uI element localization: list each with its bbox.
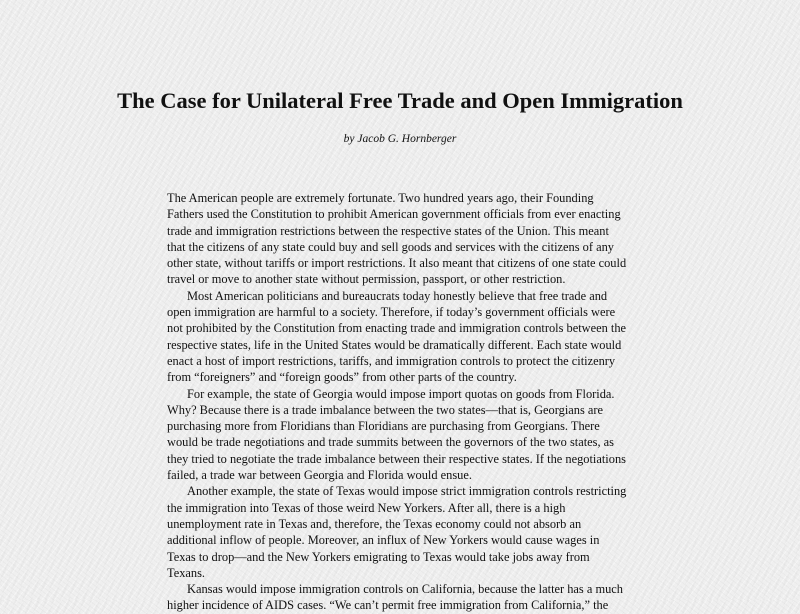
text-line: would be trade negotiations and trade summits between the governors of the two states, as xyxy=(167,435,614,450)
article-body xyxy=(167,190,635,614)
text-line: they tried to negotiate the trade imbalance between their respective states. If the negotiations xyxy=(167,451,626,466)
paragraph-4 xyxy=(167,483,635,581)
text-line: For example, the state of Georgia would impose import quotas on goods from Florida. xyxy=(187,386,615,401)
text-line: The American people are extremely fortunate. Two hundred years ago, their Founding xyxy=(167,191,594,205)
text-line: enact a host of import restrictions, tariffs, and immigration controls to protect the citizenry xyxy=(167,353,616,368)
text-line: additional inflow of people. Moreover, an influx of New Yorkers would cause wages in xyxy=(167,533,600,548)
paragraph-2 xyxy=(167,288,635,386)
paragraph-5 xyxy=(167,581,635,614)
document-title: The Case for Unilateral Free Trade and Open Immigration xyxy=(117,88,683,113)
text-line: from “foreigners” and “foreign goods” from other parts of the country. xyxy=(167,370,517,385)
text-line: not prohibited by the Constitution from enacting trade and immigration controls between the xyxy=(167,321,627,336)
text-line: Why? Because there is a trade imbalance between the two states—that is, Georgians are xyxy=(167,402,604,417)
paragraph-3 xyxy=(167,386,635,484)
text-line: Texas to drop—and the New Yorkers emigrating to Texas would take jobs away from xyxy=(167,549,590,564)
text-line: the immigration into Texas of those weird New Yorkers. After all, there is a high xyxy=(167,500,566,515)
paragraph-1 xyxy=(167,190,635,288)
text-line: open immigration are harmful to a society. Therefore, if today’s government officials were xyxy=(167,305,616,320)
text-line: failed, a trade war between Georgia and Florida would ensue. xyxy=(167,468,472,483)
text-line: trade and immigration restrictions between the respective states of the Union. This meant xyxy=(167,223,609,238)
text-line: other state, without tariffs or import restrictions. It also meant that citizens of one state could xyxy=(167,256,627,271)
text-line: Texans. xyxy=(167,565,206,580)
text-line: Fathers used the Constitution to prohibit American government officials from ever enacting xyxy=(167,207,621,222)
text-line: that the citizens of any state could buy and sell goods and services with the citizens of any xyxy=(167,239,614,254)
text-line: Another example, the state of Texas would impose strict immigration controls restricting xyxy=(187,484,627,499)
author-byline: by Jacob G. Hornberger xyxy=(343,133,457,145)
text-line: Kansas would impose immigration controls on California, because the latter has a much xyxy=(187,582,623,597)
text-line: purchasing more from Floridians than Floridians are purchasing from Georgians. There xyxy=(167,419,600,434)
text-line: Most American politicians and bureaucrats today honestly believe that free trade and xyxy=(187,288,608,303)
text-line: higher incidence of AIDS cases. “We can’t permit free immigration from California,” the xyxy=(167,598,609,613)
text-line: travel or move to another state without permission, passport, or other restriction. xyxy=(167,272,566,287)
text-line: unemployment rate in Texas and, therefore, the Texas economy could not absorb an xyxy=(167,516,582,531)
text-line: respective states, life in the United States would be dramatically different. Each state would xyxy=(167,337,622,352)
